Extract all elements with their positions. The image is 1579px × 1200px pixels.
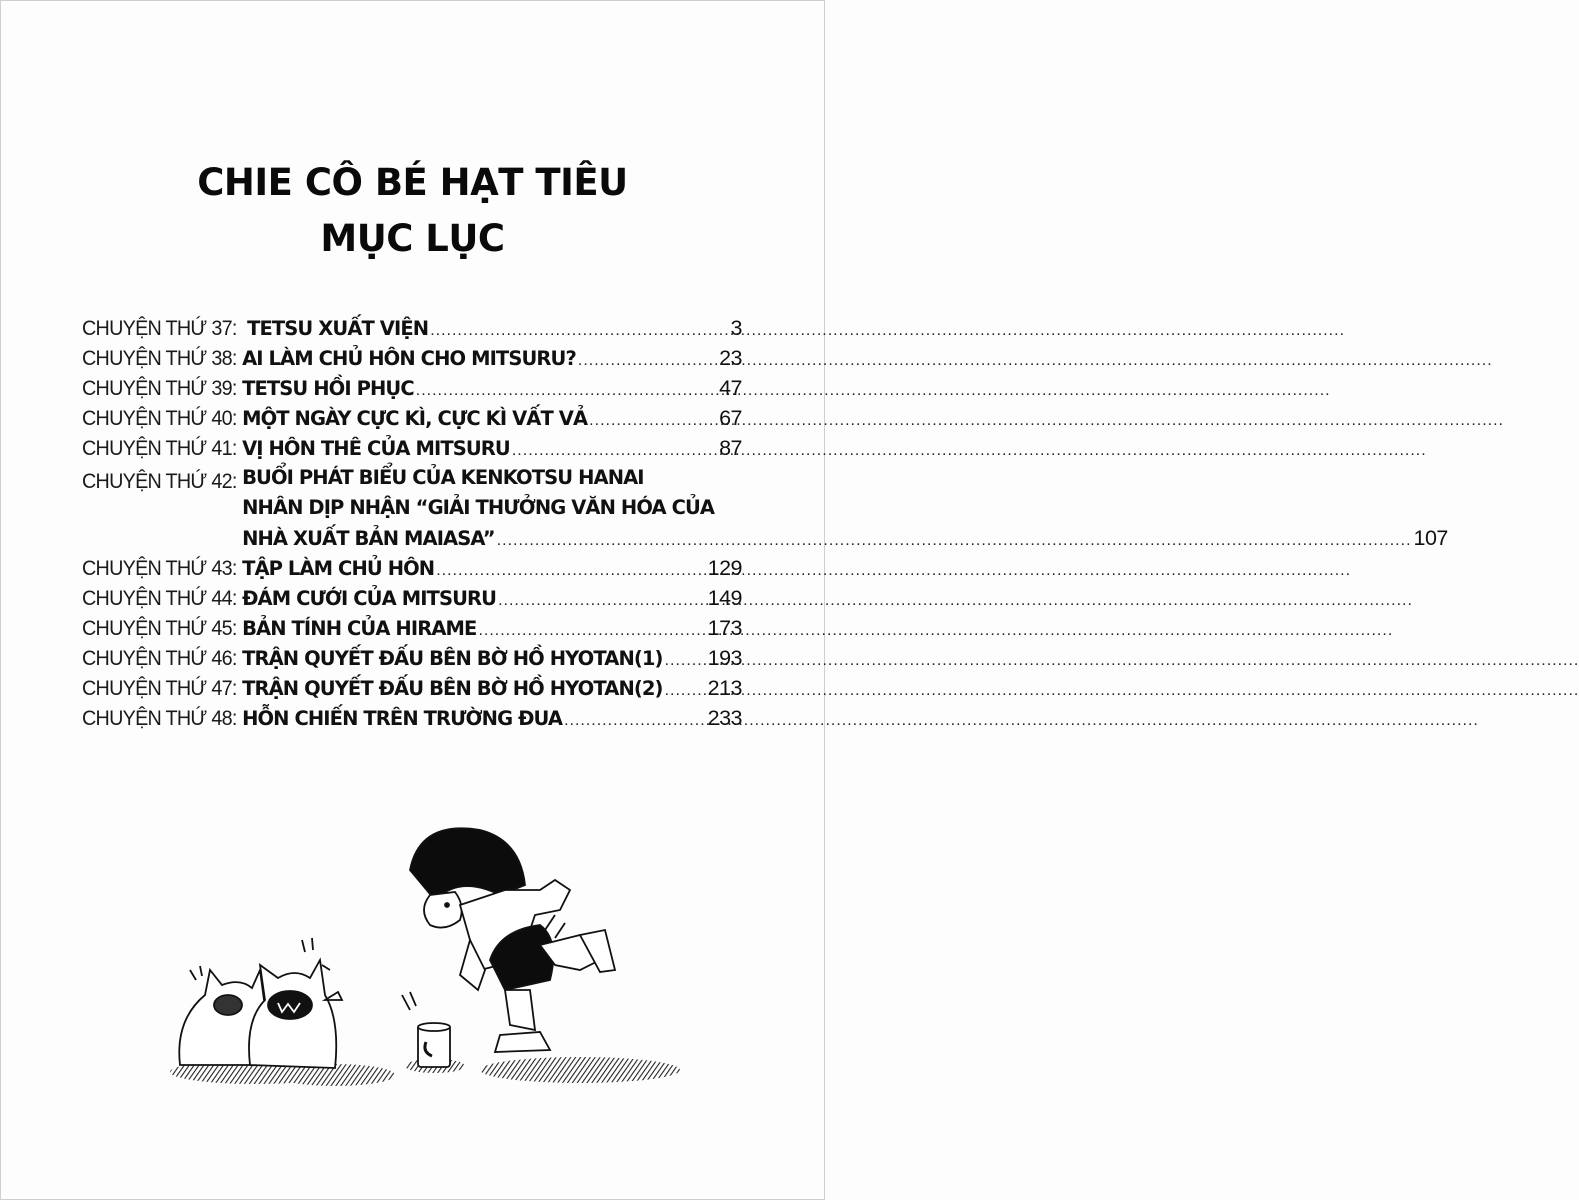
chapter-label: CHUYỆN THỨ 47: bbox=[82, 676, 237, 700]
dot-leader bbox=[416, 382, 717, 400]
page-number: 129 bbox=[707, 556, 742, 580]
chapter-title: TẬP LÀM CHỦ HÔN bbox=[242, 557, 435, 580]
chapter-label: CHUYỆN THỨ 41: bbox=[82, 436, 237, 460]
fighting-cats bbox=[179, 938, 342, 1068]
page-number: 67 bbox=[719, 406, 742, 430]
toc-entry-40 bbox=[82, 406, 742, 436]
can bbox=[418, 1023, 450, 1067]
chapter-title-line-3: NHÀ XUẤT BẢN MAIASA” bbox=[242, 527, 495, 550]
dot-leader bbox=[578, 352, 717, 370]
dot-leader bbox=[665, 682, 706, 700]
toc-entry-39 bbox=[82, 376, 742, 406]
chapter-title: BẢN TÍNH CỦA HIRAME bbox=[242, 617, 477, 640]
chapter-title: TETSU XUẤT VIỆN bbox=[247, 317, 429, 340]
chapter-title: TRẬN QUYẾT ĐẤU BÊN BỜ HỒ HYOTAN(1) bbox=[242, 647, 663, 670]
chapter-label: CHUYỆN THỨ 46: bbox=[82, 646, 237, 670]
chapter-title: ĐÁM CƯỚI CỦA MITSURU bbox=[242, 587, 497, 610]
chapter-title: MỘT NGÀY CỰC KÌ, CỰC KÌ VẤT VẢ bbox=[242, 407, 588, 430]
chapter-label: CHUYỆN THỨ 43: bbox=[82, 556, 237, 580]
toc-entry-46 bbox=[82, 646, 742, 676]
page-number: 149 bbox=[707, 586, 742, 610]
chapter-title: TETSU HỒI PHỤC bbox=[242, 377, 414, 400]
page-number: 173 bbox=[707, 616, 742, 640]
chapter-label: CHUYỆN THỨ 37: bbox=[82, 316, 237, 340]
chapter-title: AI LÀM CHỦ HÔN CHO MITSURU? bbox=[242, 347, 576, 370]
girl-character bbox=[402, 828, 615, 1052]
manga-illustration bbox=[160, 820, 680, 1100]
dot-leader bbox=[498, 592, 706, 610]
chapter-label: CHUYỆN THỨ 40: bbox=[82, 406, 237, 430]
toc-entry-48 bbox=[82, 706, 742, 736]
page-number: 23 bbox=[719, 346, 742, 370]
toc-entry-37 bbox=[82, 316, 742, 346]
table-of-contents bbox=[82, 316, 1448, 736]
chapter-label: CHUYỆN THỨ 45: bbox=[82, 616, 237, 640]
page-number: 3 bbox=[730, 316, 742, 340]
page-number: 87 bbox=[719, 436, 742, 460]
dot-leader bbox=[665, 652, 706, 670]
chapter-label: CHUYỆN THỨ 42: bbox=[82, 469, 237, 493]
page-title bbox=[0, 155, 825, 267]
chapter-title-line-2: NHÂN DỊP NHẬN “GIẢI THƯỞNG VĂN HÓA CỦA bbox=[242, 496, 715, 519]
dot-leader bbox=[430, 322, 728, 340]
chapter-label: CHUYỆN THỨ 44: bbox=[82, 586, 237, 610]
toc-entry-44 bbox=[82, 586, 742, 616]
toc-entry-45 bbox=[82, 616, 742, 646]
toc-entry-43 bbox=[82, 556, 742, 586]
dot-leader bbox=[589, 412, 717, 430]
dot-leader bbox=[564, 712, 706, 730]
chapter-title-multiline bbox=[238, 466, 1448, 556]
chapter-title: HỖN CHIẾN TRÊN TRƯỜNG ĐUA bbox=[242, 707, 563, 730]
chapter-title: TRẬN QUYẾT ĐẤU BÊN BỜ HỒ HYOTAN(2) bbox=[242, 677, 663, 700]
chapter-label: CHUYỆN THỨ 48: bbox=[82, 706, 237, 730]
page-number: 213 bbox=[707, 676, 742, 700]
dot-leader bbox=[478, 622, 705, 640]
chapter-label: CHUYỆN THỨ 38: bbox=[82, 346, 237, 370]
page-number: 47 bbox=[719, 376, 742, 400]
page-number: 193 bbox=[707, 646, 742, 670]
toc-entry-42 bbox=[82, 466, 1448, 556]
toc-entry-38 bbox=[82, 346, 742, 376]
chapter-title: VỊ HÔN THÊ CỦA MITSURU bbox=[242, 437, 510, 460]
chapter-title-line-1: BUỔI PHÁT BIỂU CỦA KENKOTSU HANAI bbox=[242, 466, 644, 489]
series-title: CHIE CÔ BÉ HẠT TIÊU bbox=[197, 161, 628, 204]
dot-leader bbox=[436, 562, 705, 580]
page-number: 233 bbox=[707, 706, 742, 730]
toc-entry-41 bbox=[82, 436, 742, 466]
chapter-label: CHUYỆN THỨ 39: bbox=[82, 376, 237, 400]
toc-entry-47 bbox=[82, 676, 742, 706]
toc-heading: MỤC LỤC bbox=[320, 217, 505, 260]
page-number: 107 bbox=[1413, 526, 1448, 550]
dot-leader bbox=[512, 442, 717, 460]
dot-leader bbox=[497, 532, 1412, 550]
